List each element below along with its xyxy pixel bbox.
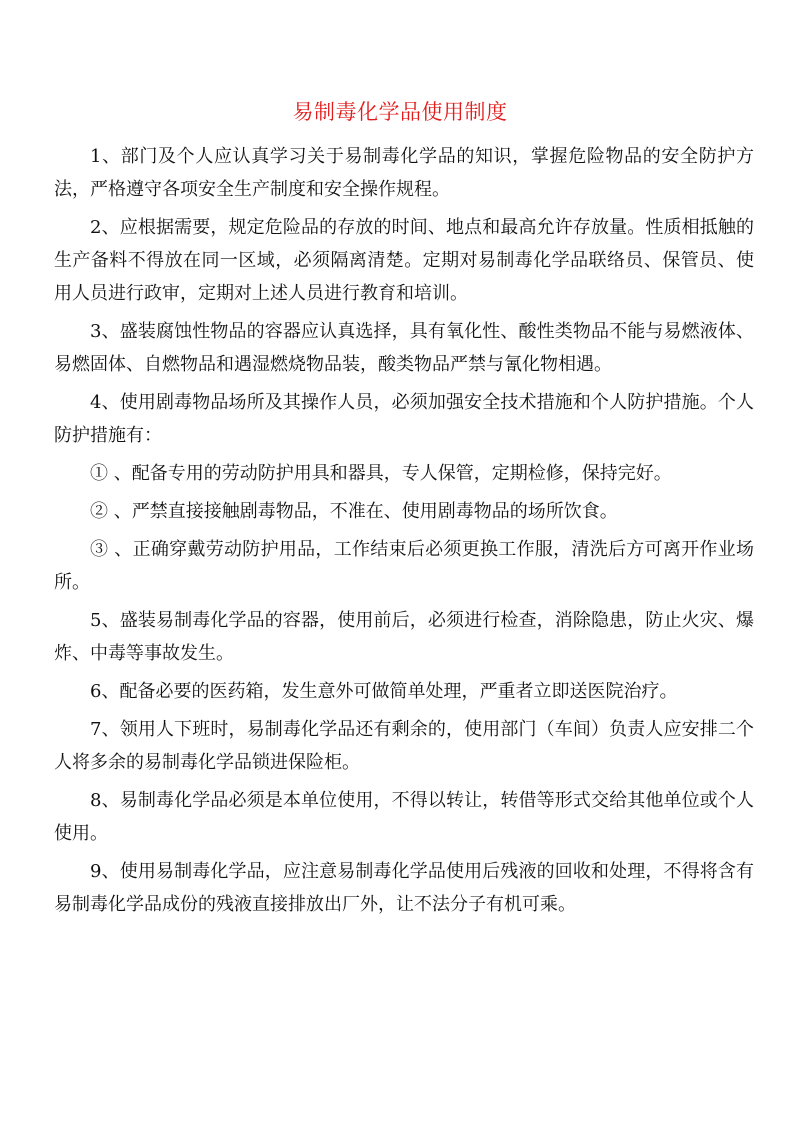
paragraph-6: 6、配备必要的医药箱，发生意外可做简单处理，严重者立即送医院治疗。 xyxy=(90,681,678,702)
paragraph-5: 5、盛装易制毒化学品的容器，使用前后，必须进行检查，消除隐患，防止火灾、爆炸、中毒等事故发生。 xyxy=(54,610,754,664)
document-title: 易制毒化学品使用制度 xyxy=(292,100,508,124)
paragraph-9: 9、使用易制毒化学品，应注意易制毒化学品使用后残液的回收和处理，不得将含有易制毒化学品成份的残液直接排放出厂外，让不法分子有机可乘。 xyxy=(54,861,754,915)
sub-item-1: ① 、配备专用的劳动防护用具和器具，专人保管，定期检修，保持完好。 xyxy=(90,463,672,484)
document-body xyxy=(54,140,754,926)
paragraph-1: 1、部门及个人应认真学习关于易制毒化学品的知识，掌握危险物品的安全防护方法，严格遵守各项安全生产制度和安全操作规程。 xyxy=(54,146,754,200)
paragraph-2: 2、应根据需要，规定危险品的存放的时间、地点和最高允许存放量。性质相抵触的生产备料不得放在同一区域，必须隔离清楚。定期对易制毒化学品联络员、保管员、使用人员进行政审，定期对上述人员进行教育和培训。 xyxy=(54,217,754,304)
paragraph-8: 8、易制毒化学品必须是本单位使用，不得以转让，转借等形式交给其他单位或个人使用。 xyxy=(54,790,754,844)
paragraph-4: 4、使用剧毒物品场所及其操作人员，必须加强安全技术措施和个人防护措施。个人防护措施有： xyxy=(54,392,754,446)
paragraph-3: 3、盛装腐蚀性物品的容器应认真选择，具有氧化性、酸性类物品不能与易燃液体、易燃固体、自燃物品和遇湿燃烧物品装，酸类物品严禁与氰化物相遇。 xyxy=(54,321,754,375)
paragraph-7: 7、领用人下班时，易制毒化学品还有剩余的，使用部门（车间）负责人应安排二个人将多余的易制毒化学品锁进保险柜。 xyxy=(54,719,754,773)
sub-item-3: ③ 、正确穿戴劳动防护用品，工作结束后必须更换工作服，清洗后方可离开作业场所。 xyxy=(54,539,754,593)
sub-item-2: ② 、严禁直接接触剧毒物品，不准在、使用剧毒物品的场所饮食。 xyxy=(90,501,618,522)
